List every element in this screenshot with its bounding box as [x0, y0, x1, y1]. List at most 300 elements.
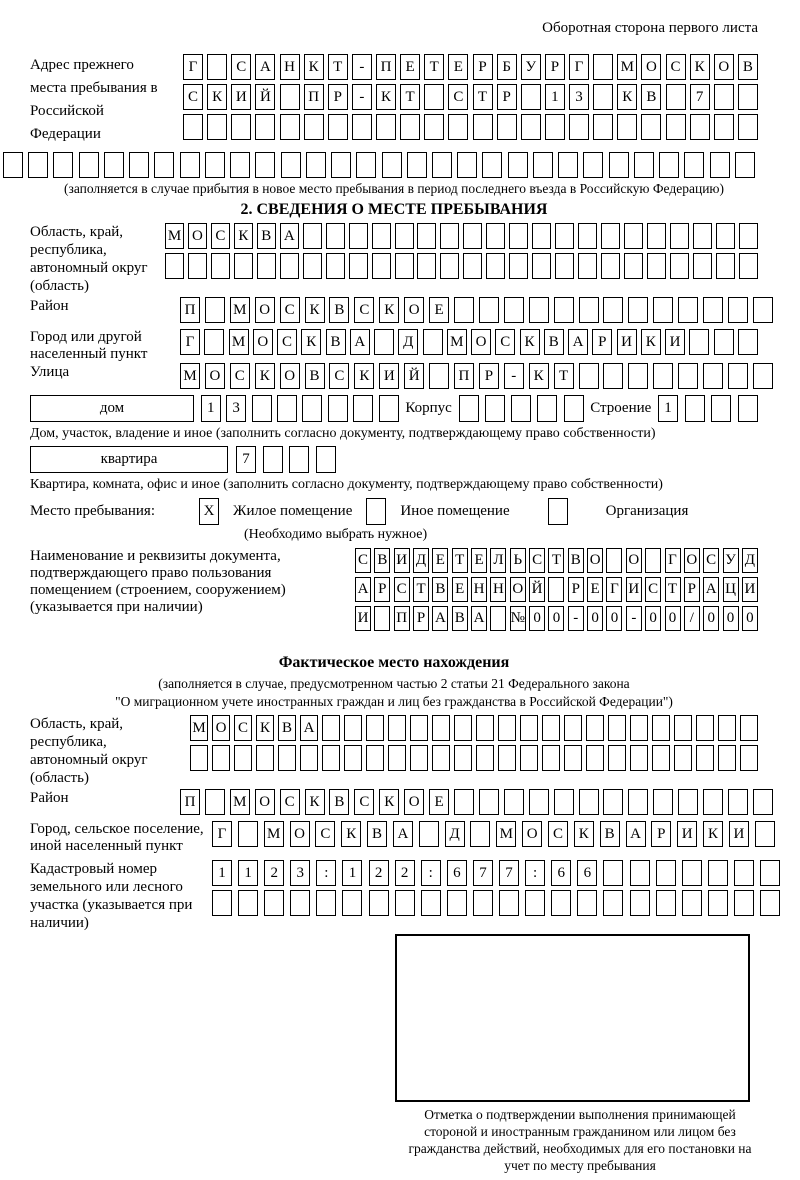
char-cell[interactable]	[264, 890, 284, 916]
char-cell[interactable]	[656, 860, 676, 886]
char-cell[interactable]: С	[280, 297, 300, 323]
char-cell[interactable]: 0	[548, 606, 564, 631]
char-cell[interactable]: Ь	[510, 548, 526, 573]
char-cell[interactable]	[165, 253, 184, 279]
char-cell[interactable]	[432, 745, 450, 771]
char-cell[interactable]	[521, 114, 541, 140]
char-cell[interactable]: -	[352, 84, 372, 110]
char-cell[interactable]: 7	[690, 84, 710, 110]
char-cell[interactable]	[718, 745, 736, 771]
char-cell[interactable]	[674, 745, 692, 771]
char-cell[interactable]: 0	[606, 606, 622, 631]
char-cell[interactable]	[628, 789, 648, 815]
char-cell[interactable]	[579, 789, 599, 815]
char-cell[interactable]	[207, 114, 227, 140]
char-cell[interactable]	[304, 114, 324, 140]
char-cell[interactable]	[740, 745, 758, 771]
char-cell[interactable]: О	[255, 297, 275, 323]
char-cell[interactable]	[486, 223, 505, 249]
char-cell[interactable]	[479, 789, 499, 815]
char-cell[interactable]	[234, 253, 253, 279]
char-cell[interactable]	[459, 395, 479, 422]
char-cell[interactable]: К	[617, 84, 637, 110]
char-cell[interactable]: -	[352, 54, 372, 80]
char-cell[interactable]: /	[684, 606, 700, 631]
char-cell[interactable]: В	[452, 606, 468, 631]
char-cell[interactable]	[180, 152, 200, 178]
char-cell[interactable]	[521, 84, 541, 110]
char-cell[interactable]: О	[404, 789, 424, 815]
char-cell[interactable]: Е	[429, 297, 449, 323]
char-cell[interactable]	[678, 297, 698, 323]
char-cell[interactable]	[703, 789, 723, 815]
char-cell[interactable]	[504, 297, 524, 323]
char-cell[interactable]: 0	[529, 606, 545, 631]
char-cell[interactable]	[703, 297, 723, 323]
checkbox-organizatsiya[interactable]	[548, 498, 568, 525]
char-cell[interactable]	[696, 715, 714, 741]
char-cell[interactable]: М	[230, 789, 250, 815]
char-cell[interactable]	[511, 395, 531, 422]
char-cell[interactable]	[634, 152, 654, 178]
char-cell[interactable]	[395, 253, 414, 279]
char-cell[interactable]	[129, 152, 149, 178]
char-cell[interactable]	[303, 223, 322, 249]
char-cell[interactable]	[429, 363, 449, 389]
char-cell[interactable]	[738, 329, 758, 355]
char-cell[interactable]: Д	[413, 548, 429, 573]
char-cell[interactable]: К	[234, 223, 253, 249]
char-cell[interactable]: И	[729, 821, 749, 847]
char-cell[interactable]	[479, 297, 499, 323]
char-cell[interactable]	[205, 789, 225, 815]
char-cell[interactable]	[388, 745, 406, 771]
char-cell[interactable]	[53, 152, 73, 178]
char-cell[interactable]	[760, 890, 780, 916]
char-cell[interactable]	[278, 745, 296, 771]
char-cell[interactable]: П	[454, 363, 474, 389]
char-cell[interactable]	[716, 223, 735, 249]
char-cell[interactable]: И	[617, 329, 637, 355]
char-cell[interactable]	[760, 860, 780, 886]
char-cell[interactable]	[417, 223, 436, 249]
char-cell[interactable]: О	[253, 329, 273, 355]
char-cell[interactable]	[440, 223, 459, 249]
char-cell[interactable]: Й	[255, 84, 275, 110]
char-cell[interactable]	[738, 395, 758, 422]
char-cell[interactable]: О	[188, 223, 207, 249]
char-cell[interactable]	[328, 114, 348, 140]
char-cell[interactable]: 6	[447, 860, 467, 886]
char-cell[interactable]: В	[544, 329, 564, 355]
char-cell[interactable]: 0	[742, 606, 758, 631]
char-cell[interactable]: К	[379, 297, 399, 323]
char-cell[interactable]	[603, 860, 623, 886]
char-cell[interactable]	[417, 253, 436, 279]
char-cell[interactable]	[79, 152, 99, 178]
char-cell[interactable]	[482, 152, 502, 178]
char-cell[interactable]: :	[316, 860, 336, 886]
char-cell[interactable]	[255, 114, 275, 140]
char-cell[interactable]: 7	[499, 860, 519, 886]
char-cell[interactable]: М	[190, 715, 208, 741]
char-cell[interactable]: Р	[473, 54, 493, 80]
char-cell[interactable]: 1	[201, 395, 221, 422]
char-cell[interactable]	[710, 152, 730, 178]
char-cell[interactable]	[652, 715, 670, 741]
char-cell[interactable]	[738, 84, 758, 110]
char-cell[interactable]: С	[548, 821, 568, 847]
char-cell[interactable]: О	[684, 548, 700, 573]
char-cell[interactable]: И	[231, 84, 251, 110]
char-cell[interactable]: И	[626, 577, 642, 602]
char-cell[interactable]	[432, 715, 450, 741]
char-cell[interactable]: С	[703, 548, 719, 573]
char-cell[interactable]	[696, 745, 714, 771]
char-cell[interactable]: О	[587, 548, 603, 573]
char-cell[interactable]	[564, 745, 582, 771]
char-cell[interactable]	[670, 253, 689, 279]
char-cell[interactable]	[302, 395, 322, 422]
char-cell[interactable]: О	[290, 821, 310, 847]
char-cell[interactable]: С	[448, 84, 468, 110]
char-cell[interactable]	[448, 114, 468, 140]
char-cell[interactable]	[708, 860, 728, 886]
char-cell[interactable]	[342, 890, 362, 916]
char-cell[interactable]: Д	[398, 329, 418, 355]
char-cell[interactable]	[603, 363, 623, 389]
char-cell[interactable]	[569, 114, 589, 140]
char-cell[interactable]	[454, 715, 472, 741]
char-cell[interactable]	[382, 152, 402, 178]
char-cell[interactable]: Д	[445, 821, 465, 847]
char-cell[interactable]	[685, 395, 705, 422]
char-cell[interactable]	[545, 114, 565, 140]
char-cell[interactable]: 6	[551, 860, 571, 886]
char-cell[interactable]	[728, 297, 748, 323]
char-cell[interactable]	[693, 223, 712, 249]
char-cell[interactable]: -	[568, 606, 584, 631]
char-cell[interactable]	[753, 297, 773, 323]
char-cell[interactable]: К	[703, 821, 723, 847]
char-cell[interactable]	[290, 890, 310, 916]
char-cell[interactable]	[231, 114, 251, 140]
char-cell[interactable]	[388, 715, 406, 741]
char-cell[interactable]: 1	[342, 860, 362, 886]
char-cell[interactable]: Н	[471, 577, 487, 602]
char-cell[interactable]	[583, 152, 603, 178]
char-cell[interactable]	[728, 789, 748, 815]
char-cell[interactable]	[682, 860, 702, 886]
char-cell[interactable]: В	[257, 223, 276, 249]
char-cell[interactable]	[558, 152, 578, 178]
char-cell[interactable]: К	[520, 329, 540, 355]
char-cell[interactable]	[154, 152, 174, 178]
char-cell[interactable]	[3, 152, 23, 178]
char-cell[interactable]: И	[665, 329, 685, 355]
char-cell[interactable]: П	[180, 789, 200, 815]
char-cell[interactable]: 7	[236, 446, 256, 473]
char-cell[interactable]	[508, 152, 528, 178]
char-cell[interactable]	[708, 890, 728, 916]
char-cell[interactable]	[400, 114, 420, 140]
char-cell[interactable]: В	[600, 821, 620, 847]
char-cell[interactable]	[252, 395, 272, 422]
char-cell[interactable]	[564, 395, 584, 422]
char-cell[interactable]	[728, 363, 748, 389]
char-cell[interactable]	[609, 152, 629, 178]
char-cell[interactable]	[678, 363, 698, 389]
char-cell[interactable]	[369, 890, 389, 916]
char-cell[interactable]: О	[255, 789, 275, 815]
char-cell[interactable]: О	[280, 363, 300, 389]
char-cell[interactable]: К	[255, 363, 275, 389]
char-cell[interactable]	[356, 152, 376, 178]
char-cell[interactable]	[577, 890, 597, 916]
char-cell[interactable]: К	[574, 821, 594, 847]
char-cell[interactable]	[499, 890, 519, 916]
char-cell[interactable]	[280, 253, 299, 279]
char-cell[interactable]	[498, 745, 516, 771]
char-cell[interactable]	[424, 114, 444, 140]
char-cell[interactable]	[593, 54, 613, 80]
char-cell[interactable]: 3	[226, 395, 246, 422]
char-cell[interactable]: 1	[545, 84, 565, 110]
char-cell[interactable]: Е	[429, 789, 449, 815]
char-cell[interactable]	[682, 890, 702, 916]
char-cell[interactable]	[328, 395, 348, 422]
char-cell[interactable]: Л	[490, 548, 506, 573]
char-cell[interactable]	[326, 253, 345, 279]
char-cell[interactable]: Т	[554, 363, 574, 389]
char-cell[interactable]: Т	[413, 577, 429, 602]
char-cell[interactable]	[256, 745, 274, 771]
char-cell[interactable]	[690, 114, 710, 140]
char-cell[interactable]: В	[568, 548, 584, 573]
char-cell[interactable]	[739, 253, 758, 279]
char-cell[interactable]: Т	[473, 84, 493, 110]
char-cell[interactable]: А	[393, 821, 413, 847]
char-cell[interactable]	[555, 223, 574, 249]
char-cell[interactable]: М	[447, 329, 467, 355]
char-cell[interactable]	[548, 577, 564, 602]
char-cell[interactable]: Т	[548, 548, 564, 573]
char-cell[interactable]	[738, 114, 758, 140]
char-cell[interactable]: №	[510, 606, 526, 631]
char-cell[interactable]: Е	[448, 54, 468, 80]
char-cell[interactable]	[183, 114, 203, 140]
char-cell[interactable]	[188, 253, 207, 279]
char-cell[interactable]	[326, 223, 345, 249]
char-cell[interactable]: Т	[400, 84, 420, 110]
char-cell[interactable]: М	[617, 54, 637, 80]
char-cell[interactable]	[395, 223, 414, 249]
char-cell[interactable]: К	[301, 329, 321, 355]
char-cell[interactable]	[608, 745, 626, 771]
char-cell[interactable]	[753, 363, 773, 389]
char-cell[interactable]: 2	[395, 860, 415, 886]
char-cell[interactable]: А	[471, 606, 487, 631]
char-cell[interactable]: К	[641, 329, 661, 355]
char-cell[interactable]: К	[529, 363, 549, 389]
char-cell[interactable]	[659, 152, 679, 178]
char-cell[interactable]: М	[230, 297, 250, 323]
char-cell[interactable]: О	[626, 548, 642, 573]
char-cell[interactable]	[714, 84, 734, 110]
char-cell[interactable]: В	[329, 789, 349, 815]
char-cell[interactable]	[554, 789, 574, 815]
char-cell[interactable]: М	[264, 821, 284, 847]
char-cell[interactable]: О	[522, 821, 542, 847]
char-cell[interactable]	[641, 114, 661, 140]
char-cell[interactable]	[647, 223, 666, 249]
char-cell[interactable]: В	[305, 363, 325, 389]
char-cell[interactable]	[711, 395, 731, 422]
char-cell[interactable]	[424, 84, 444, 110]
char-cell[interactable]	[300, 745, 318, 771]
char-cell[interactable]: К	[376, 84, 396, 110]
char-cell[interactable]: Е	[471, 548, 487, 573]
char-cell[interactable]	[606, 548, 622, 573]
char-cell[interactable]	[564, 715, 582, 741]
char-cell[interactable]	[419, 821, 439, 847]
char-cell[interactable]	[331, 152, 351, 178]
char-cell[interactable]: Т	[328, 54, 348, 80]
char-cell[interactable]: Й	[529, 577, 545, 602]
char-cell[interactable]	[630, 745, 648, 771]
char-cell[interactable]	[586, 715, 604, 741]
char-cell[interactable]: 0	[703, 606, 719, 631]
char-cell[interactable]: Р	[479, 363, 499, 389]
char-cell[interactable]: С	[230, 363, 250, 389]
char-cell[interactable]: С	[231, 54, 251, 80]
char-cell[interactable]	[601, 223, 620, 249]
char-cell[interactable]: Г	[180, 329, 200, 355]
char-cell[interactable]: С	[495, 329, 515, 355]
char-cell[interactable]	[316, 446, 336, 473]
char-cell[interactable]	[755, 821, 775, 847]
char-cell[interactable]: П	[304, 84, 324, 110]
char-cell[interactable]	[344, 715, 362, 741]
char-cell[interactable]	[463, 253, 482, 279]
char-cell[interactable]: П	[394, 606, 410, 631]
char-cell[interactable]: В	[329, 297, 349, 323]
char-cell[interactable]: О	[714, 54, 734, 80]
char-cell[interactable]: :	[421, 860, 441, 886]
char-cell[interactable]	[366, 715, 384, 741]
char-cell[interactable]	[703, 363, 723, 389]
char-cell[interactable]: И	[742, 577, 758, 602]
char-cell[interactable]	[509, 223, 528, 249]
char-cell[interactable]	[734, 890, 754, 916]
char-cell[interactable]	[509, 253, 528, 279]
char-cell[interactable]: В	[326, 329, 346, 355]
char-cell[interactable]: 7	[473, 860, 493, 886]
char-cell[interactable]: Й	[404, 363, 424, 389]
char-cell[interactable]: Ц	[723, 577, 739, 602]
char-cell[interactable]: Б	[497, 54, 517, 80]
char-cell[interactable]	[520, 745, 538, 771]
char-cell[interactable]	[603, 890, 623, 916]
char-cell[interactable]: В	[367, 821, 387, 847]
char-cell[interactable]	[470, 821, 490, 847]
char-cell[interactable]: К	[207, 84, 227, 110]
char-cell[interactable]	[423, 329, 443, 355]
char-cell[interactable]: 2	[369, 860, 389, 886]
char-cell[interactable]: Г	[183, 54, 203, 80]
char-cell[interactable]	[689, 329, 709, 355]
char-cell[interactable]	[666, 84, 686, 110]
char-cell[interactable]: И	[394, 548, 410, 573]
char-cell[interactable]	[666, 114, 686, 140]
char-cell[interactable]	[630, 860, 650, 886]
char-cell[interactable]: :	[525, 860, 545, 886]
char-cell[interactable]	[718, 715, 736, 741]
char-cell[interactable]	[410, 745, 428, 771]
char-cell[interactable]: В	[641, 84, 661, 110]
char-cell[interactable]: О	[471, 329, 491, 355]
char-cell[interactable]	[630, 715, 648, 741]
char-cell[interactable]	[476, 745, 494, 771]
char-cell[interactable]	[554, 297, 574, 323]
char-cell[interactable]	[212, 890, 232, 916]
char-cell[interactable]	[379, 395, 399, 422]
char-cell[interactable]	[280, 114, 300, 140]
char-cell[interactable]	[678, 789, 698, 815]
char-cell[interactable]: С	[529, 548, 545, 573]
char-cell[interactable]	[734, 860, 754, 886]
char-cell[interactable]: Е	[587, 577, 603, 602]
char-cell[interactable]: С	[329, 363, 349, 389]
char-cell[interactable]	[28, 152, 48, 178]
char-cell[interactable]: П	[180, 297, 200, 323]
char-cell[interactable]	[372, 253, 391, 279]
char-cell[interactable]	[529, 789, 549, 815]
char-cell[interactable]: Р	[497, 84, 517, 110]
char-cell[interactable]	[497, 114, 517, 140]
char-cell[interactable]	[525, 890, 545, 916]
char-cell[interactable]: С	[354, 789, 374, 815]
char-cell[interactable]	[586, 745, 604, 771]
char-cell[interactable]: О	[641, 54, 661, 80]
char-cell[interactable]: Е	[432, 548, 448, 573]
char-cell[interactable]	[630, 890, 650, 916]
char-cell[interactable]: 1	[658, 395, 678, 422]
char-cell[interactable]	[457, 152, 477, 178]
char-cell[interactable]	[551, 890, 571, 916]
char-cell[interactable]	[207, 54, 227, 80]
char-cell[interactable]	[303, 253, 322, 279]
char-cell[interactable]: Р	[592, 329, 612, 355]
char-cell[interactable]	[277, 395, 297, 422]
char-cell[interactable]: Р	[374, 577, 390, 602]
char-cell[interactable]	[753, 789, 773, 815]
char-cell[interactable]: И	[379, 363, 399, 389]
char-cell[interactable]: 0	[665, 606, 681, 631]
char-cell[interactable]	[238, 821, 258, 847]
char-cell[interactable]: А	[626, 821, 646, 847]
char-cell[interactable]	[542, 745, 560, 771]
char-cell[interactable]: Р	[684, 577, 700, 602]
char-cell[interactable]	[653, 363, 673, 389]
char-cell[interactable]	[454, 789, 474, 815]
char-cell[interactable]: А	[355, 577, 371, 602]
char-cell[interactable]	[603, 789, 623, 815]
char-cell[interactable]	[306, 152, 326, 178]
char-cell[interactable]	[281, 152, 301, 178]
char-cell[interactable]	[490, 606, 506, 631]
char-cell[interactable]: П	[376, 54, 396, 80]
